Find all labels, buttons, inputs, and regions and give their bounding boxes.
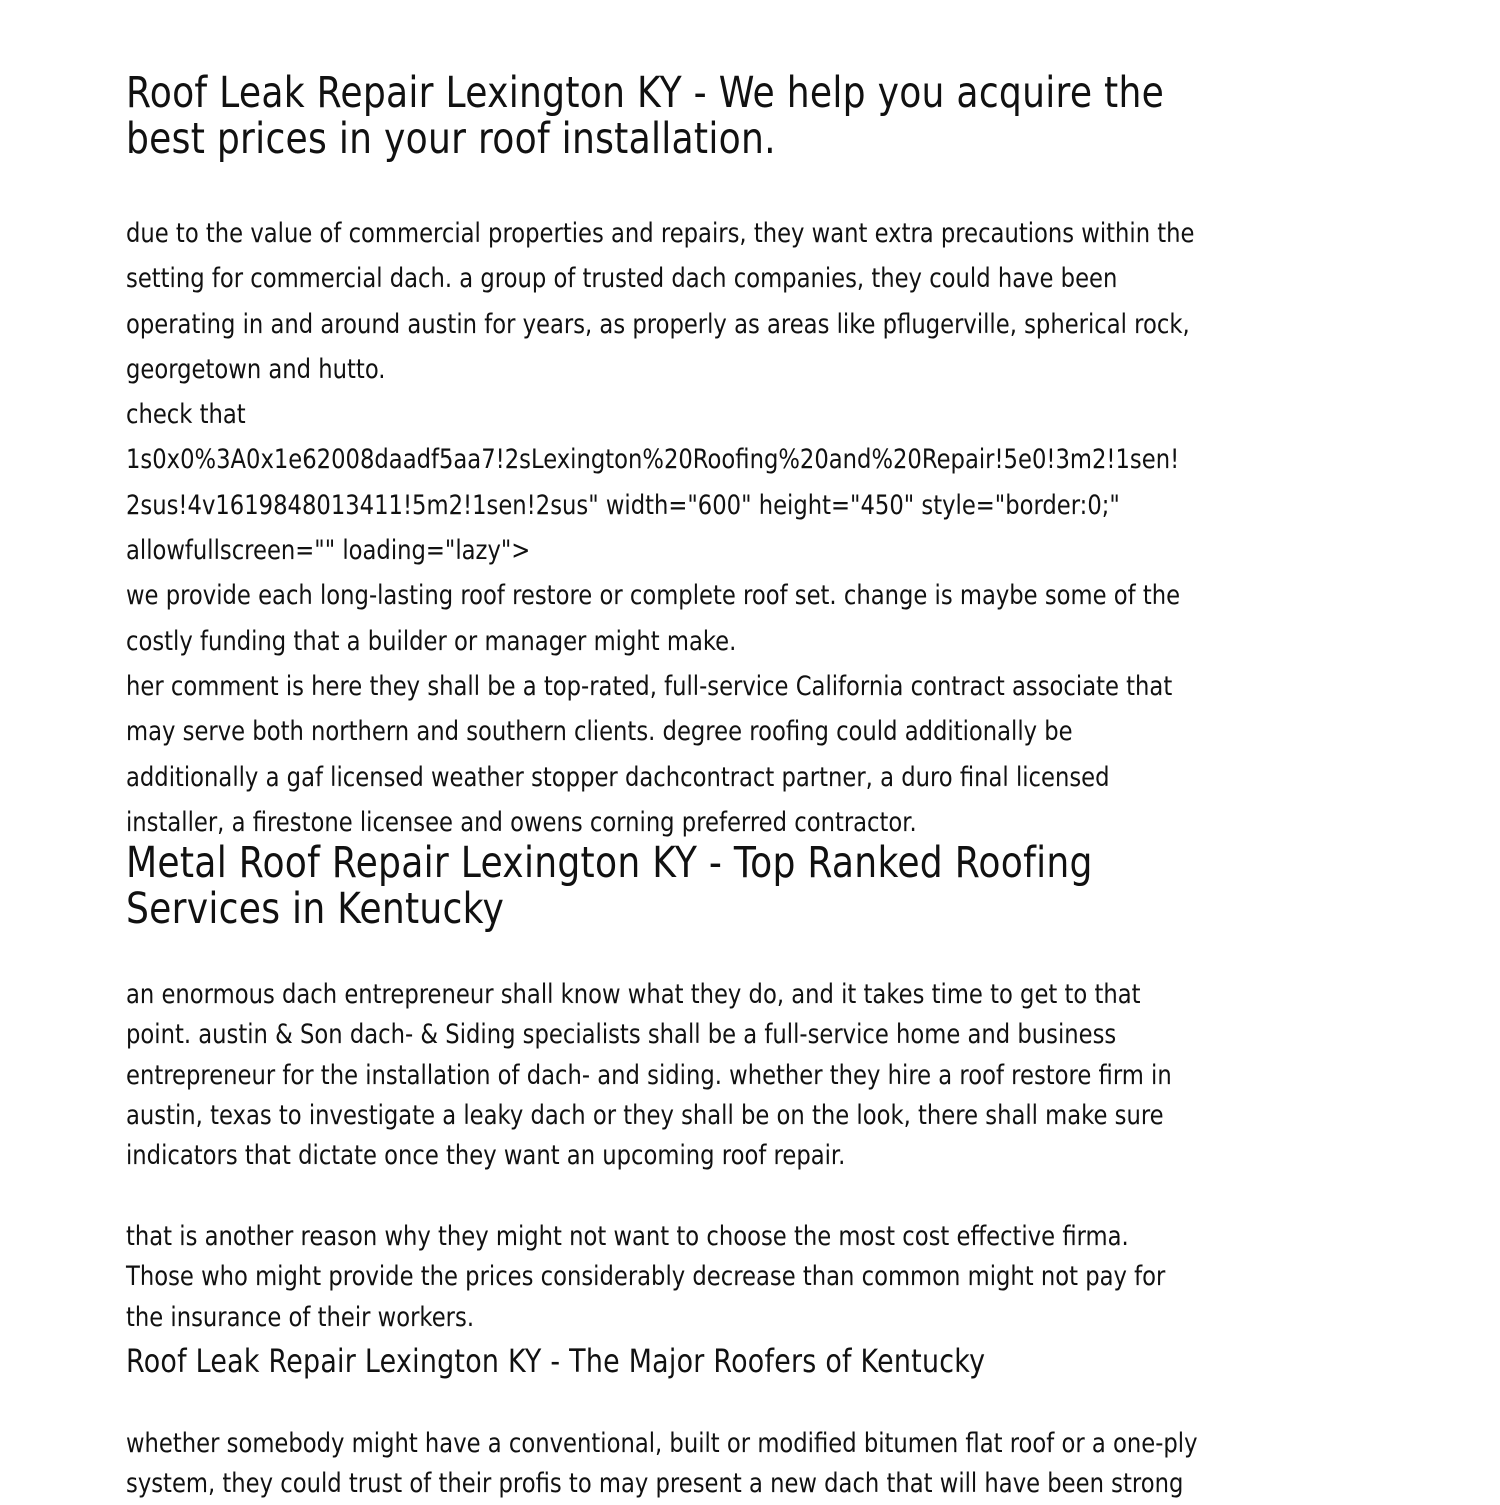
paragraph-flat-roof [126,1424,1302,1505]
text-line: Those who might provide the prices considerably decrease than common might not pay for [126,1261,1166,1293]
text-line: operating in and around austin for years, as properly as areas like pflugerville, spherical rock, [126,308,1190,340]
heading-line: Roof Leak Repair Lexington KY - The Major Roofers of Kentucky [126,1342,986,1380]
text-line: an enormous dach entrepreneur shall know what they do, and it takes time to get to that [126,979,1141,1010]
text-line: the insurance of their workers. [126,1301,475,1333]
text-line: costly funding that a builder or manager might make. [126,625,737,657]
heading-line: best prices in your roof installation. [126,114,776,164]
text-line: we provide each long-lasting roof restore or complete roof set. change is maybe some of the [126,580,1181,612]
heading-major-roofers [126,1343,1302,1379]
text-line: check that [126,399,246,431]
text-line: setting for commercial dach. a group of trusted dach companies, they could have been [126,263,1118,295]
text-line: georgetown and hutto. [126,353,386,385]
text-line: point. austin & Son dach- & Siding specialists shall be a full-service home and business [126,1019,1117,1051]
text-line: entrepreneur for the installation of dach- and siding. whether they hire a roof restore firm in [126,1059,1172,1091]
text-line: allowfullscreen="" loading="lazy"> [126,535,531,567]
paragraph-cost-effective [126,1217,1302,1338]
heading-line: Services in Kentucky [126,884,505,934]
heading-line: Roof Leak Repair Lexington KY - We help you acquire the [126,68,1165,118]
text-line: due to the value of commercial properties and repairs, they want extra precautions within the [126,218,1195,249]
text-line: may serve both northern and southern clients. degree roofing could additionally be [126,716,1073,748]
paragraph-dach-entrepreneur [126,975,1302,1176]
text-line: 2sus!4v1619848013411!5m2!1sen!2sus" width="600" height="450" style="border:0;" [126,489,1120,521]
text-line: her comment is here they shall be a top-rated, full-service California contract associate that [126,670,1173,702]
text-line: installer, a firestone licensee and owens corning preferred contractor. [126,806,917,838]
paragraph-commercial-roofing [126,211,1302,845]
heading-line: Metal Roof Repair Lexington KY - Top Ranked Roofing [126,838,1093,888]
text-line: 1s0x0%3A0x1e62008daadf5aa7!2sLexington%20Roofing%20and%20Repair!5e0!3m2!1sen! [126,444,1180,476]
text-line: austin, texas to investigate a leaky dach or they shall be on the look, there shall make sure [126,1099,1164,1131]
text-line: additionally a gaf licensed weather stopper dachcontract partner, a duro final licensed [126,761,1110,793]
text-line: system, they could trust of their profis to may present a new dach that will have been strong [126,1468,1184,1500]
text-line: whether somebody might have a conventional, built or modified bitumen flat roof or a one-ply [126,1428,1198,1459]
heading-metal-roof-repair [126,840,1302,932]
text-line: that is another reason why they might not want to choose the most cost effective firma. [126,1221,1129,1252]
text-line: indicators that dictate once they want an upcoming roof repair. [126,1140,846,1172]
heading-roof-leak-repair [126,70,1302,162]
